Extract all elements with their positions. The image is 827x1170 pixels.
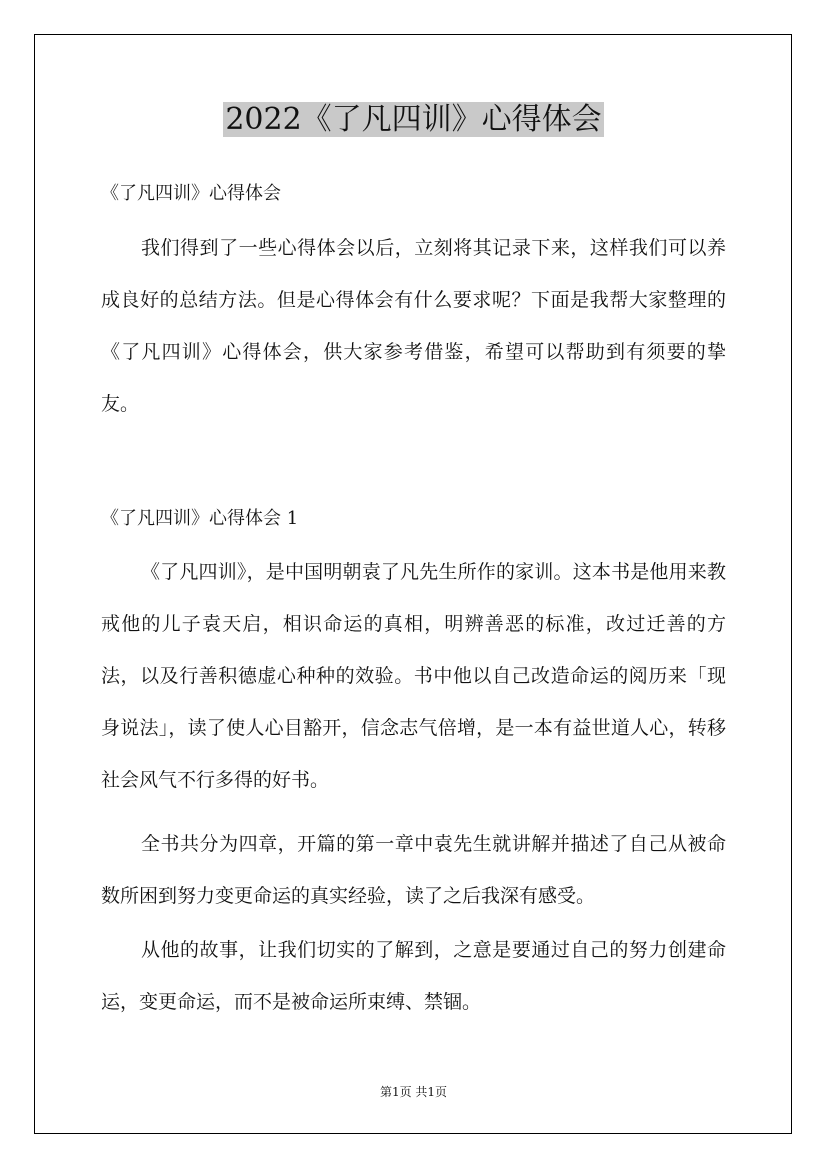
section-1-heading: 《了凡四训》心得体会 1 — [101, 508, 299, 529]
section-1-paragraph-1: 《了凡四训》，是中国明朝袁了凡先生所作的家训。这本书是他用来教戒他的儿子袁天启，相识命运的真相，明辨善恶的标准，改过迁善的方法，以及行善积德虚心种种的效验。书中他以自己改造命运的阅历来「现身说法」，读了使人心目豁开，信念志气倍增，是一本有益世道人心，转移社会风气不行多得的好书。 — [101, 561, 726, 791]
section-1-paragraph-2: 全书共分为四章，开篇的第一章中袁先生就讲解并描述了自己从被命数所困到努力变更命运的真实经验，读了之后我深有感受。 — [101, 833, 726, 907]
document-title — [0, 98, 827, 142]
subtitle-heading: 《了凡四训》心得体会 — [101, 183, 281, 204]
intro-paragraph: 我们得到了一些心得体会以后，立刻将其记录下来，这样我们可以养成良好的总结方法。但是心得体会有什么要求呢？下面是我帮大家整理的《了凡四训》心得体会，供大家参考借鉴，希望可以帮助到有须要的挚友。 — [101, 237, 726, 415]
page-footer: 第1页 共1页 — [379, 1085, 448, 1099]
title-text: 2022《了凡四训》心得体会 — [225, 102, 602, 137]
section-1-paragraph-3: 从他的故事，让我们切实的了解到，之意是要通过自己的努力创建命运，变更命运，而不是被命运所束缚、禁锢。 — [101, 939, 726, 1013]
